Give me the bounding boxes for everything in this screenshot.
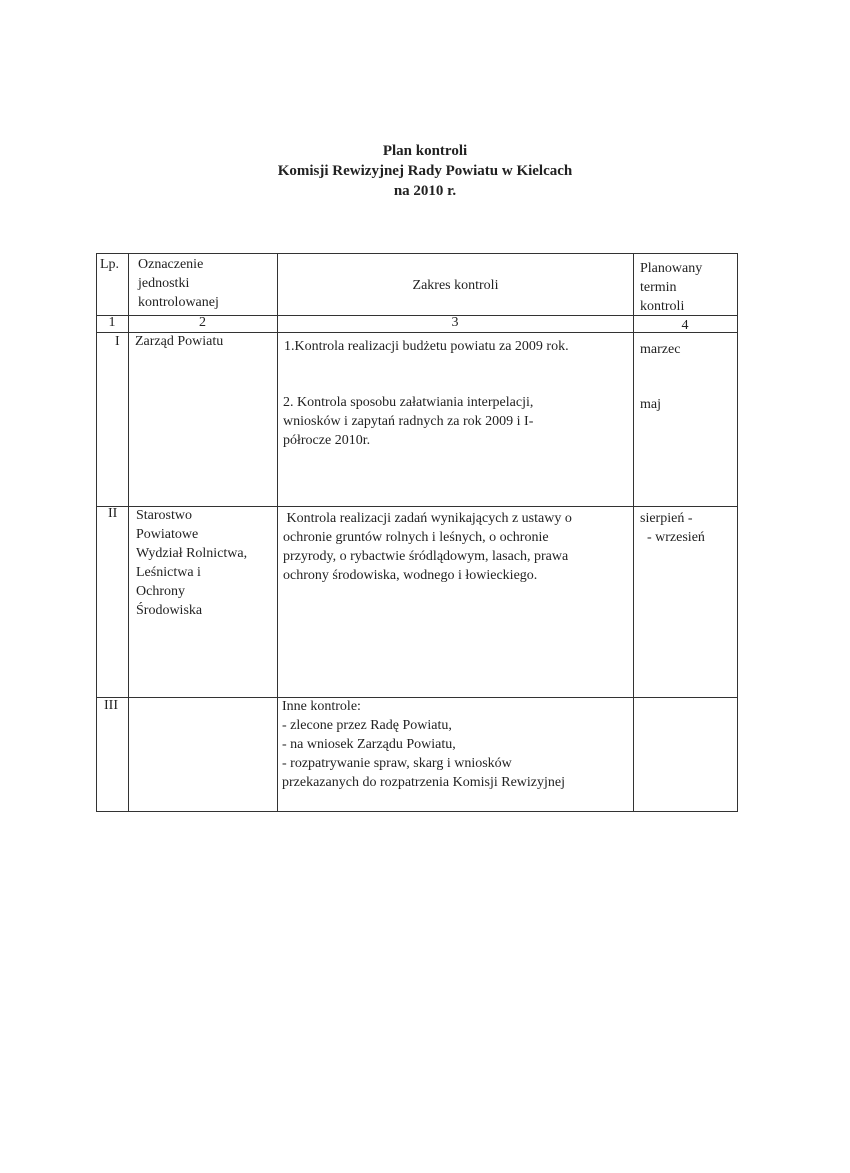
row-1-scope-2-line: wniosków i zapytań radnych za rok 2009 i I-: [283, 414, 534, 429]
row-1-scope-1: 1.Kontrola realizacji budżetu powiatu za 2009 rok.: [284, 339, 569, 354]
header-unit-line: Oznaczenie: [138, 257, 204, 272]
header-lp: Lp.: [100, 257, 120, 272]
header-term-line: termin: [640, 280, 677, 295]
table-border-right: [737, 253, 738, 812]
row-1-term-1: marzec: [640, 342, 681, 357]
column-number: 3: [451, 315, 459, 330]
row-3-lp: III: [104, 698, 118, 713]
row-2-scope-line: ochronie gruntów rolnych i leśnych, o ochronie: [283, 530, 549, 545]
row-1-unit: Zarząd Powiatu: [135, 334, 224, 349]
table-rule: [96, 506, 738, 507]
header-scope: Zakres kontroli: [412, 278, 499, 293]
row-2-scope-line: Kontrola realizacji zadań wynikających z ustawy o: [283, 511, 572, 526]
header-unit-line: jednostki: [138, 276, 190, 291]
table-col-rule: [633, 253, 634, 812]
row-1-lp: I: [115, 334, 120, 349]
title-line-1: Plan kontroli: [382, 143, 468, 159]
row-1-scope-2-line: 2. Kontrola sposobu załatwiania interpelacji,: [283, 395, 534, 410]
row-1-term-2: maj: [640, 397, 661, 412]
row-2-unit-line: Wydział Rolnictwa,: [136, 546, 248, 561]
table-border-top: [96, 253, 738, 254]
row-2-unit-line: Powiatowe: [136, 527, 199, 542]
row-3-scope-line: - zlecone przez Radę Powiatu,: [282, 718, 452, 733]
table-col-rule: [128, 253, 129, 812]
table-border-left: [96, 253, 97, 812]
title-line-3: na 2010 r.: [393, 183, 457, 199]
row-2-term-line: - wrzesień: [640, 530, 705, 545]
row-3-scope-line: - na wniosek Zarządu Powiatu,: [282, 737, 456, 752]
header-term-line: Planowany: [640, 261, 703, 276]
table-rule: [96, 697, 738, 698]
header-term-line: kontroli: [640, 299, 685, 314]
row-2-scope-line: ochrony środowiska, wodnego i łowieckiego.: [283, 568, 538, 583]
row-1-scope-2-line: półrocze 2010r.: [283, 433, 371, 448]
row-3-scope-line: przekazanych do rozpatrzenia Komisji Rewizyjnej: [282, 775, 565, 790]
row-2-term-line: sierpień -: [640, 511, 693, 526]
title-line-2: Komisji Rewizyjnej Rady Powiatu w Kielcach: [277, 163, 573, 179]
row-2-unit-line: Ochrony: [136, 584, 185, 599]
row-2-scope-line: przyrody, o rybactwie śródlądowym, lasach, prawa: [283, 549, 569, 564]
row-2-unit-line: Starostwo: [136, 508, 192, 523]
column-number: 2: [199, 315, 206, 330]
row-2-lp: II: [108, 506, 118, 521]
column-number: 1: [108, 315, 116, 330]
row-3-scope-line: Inne kontrole:: [282, 699, 361, 714]
row-2-unit-line: Środowiska: [136, 603, 203, 618]
header-unit-line: kontrolowanej: [138, 295, 219, 310]
row-2-unit-line: Leśnictwa i: [136, 565, 201, 580]
column-number: 4: [681, 318, 689, 333]
table-col-rule: [277, 253, 278, 812]
table-border-bottom: [96, 811, 738, 812]
row-3-scope-line: - rozpatrywanie spraw, skarg i wniosków: [282, 756, 512, 771]
